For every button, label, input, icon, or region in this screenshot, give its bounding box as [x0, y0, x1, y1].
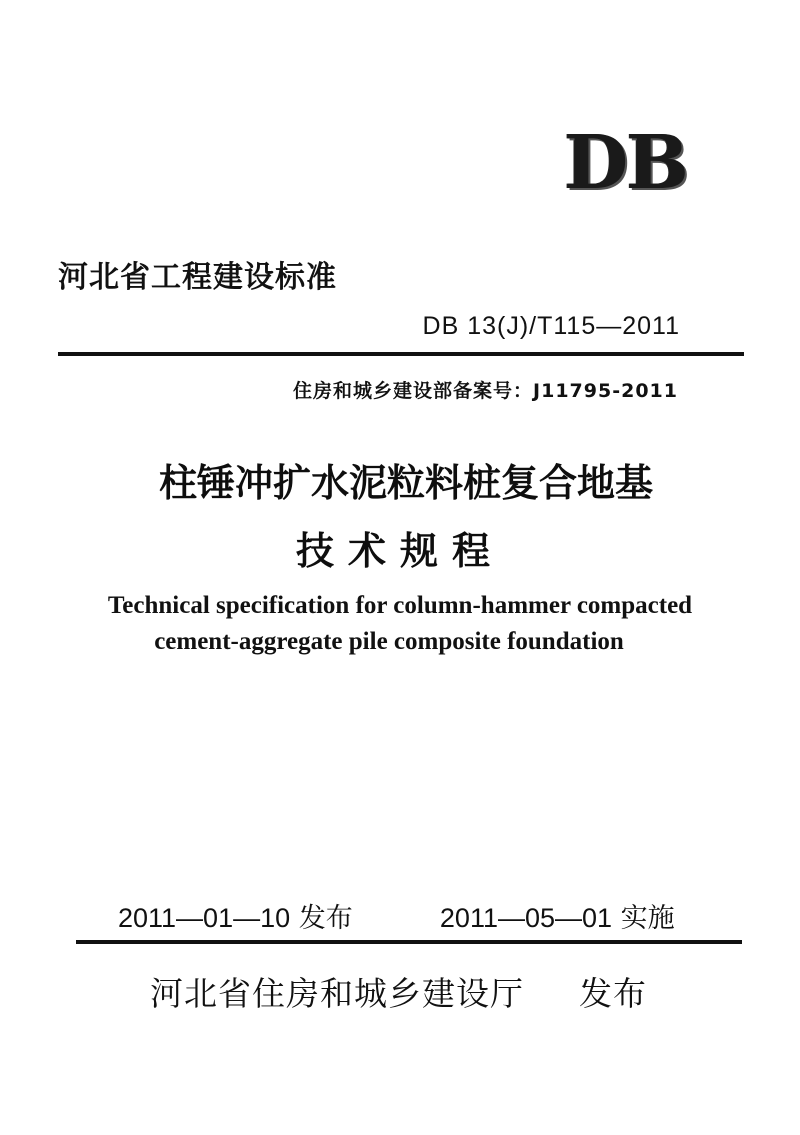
- top-divider: [58, 352, 744, 356]
- title-cn-line2: 技术规程: [295, 528, 504, 573]
- db-logo: DB: [564, 120, 687, 206]
- standard-number: DB 13(J)/T115—2011: [422, 312, 680, 340]
- record-number: 住房和城乡建设部备案号：J11795-2011: [293, 380, 678, 402]
- dates-line: [118, 896, 675, 935]
- publisher-action: 发布: [579, 974, 647, 1013]
- title-en-line1: Technical specification for column-hammer compacted: [107, 592, 693, 619]
- title-cn-line1: 柱锤冲扩水泥粒料桩复合地基: [158, 460, 653, 505]
- title-en-line2: cement-aggregate pile composite foundation: [154, 628, 624, 655]
- effective-date: 2011—05—01: [439, 903, 613, 933]
- publisher-name: 河北省住房和城乡建设厅: [150, 974, 524, 1013]
- issue-label: 发布: [298, 903, 353, 934]
- org-title: 河北省工程建设标准: [58, 260, 337, 295]
- publisher-line: [150, 968, 647, 1015]
- effective-label: 实施: [620, 903, 675, 934]
- bottom-divider: [76, 940, 742, 944]
- issue-date: 2011—01—10: [118, 903, 291, 933]
